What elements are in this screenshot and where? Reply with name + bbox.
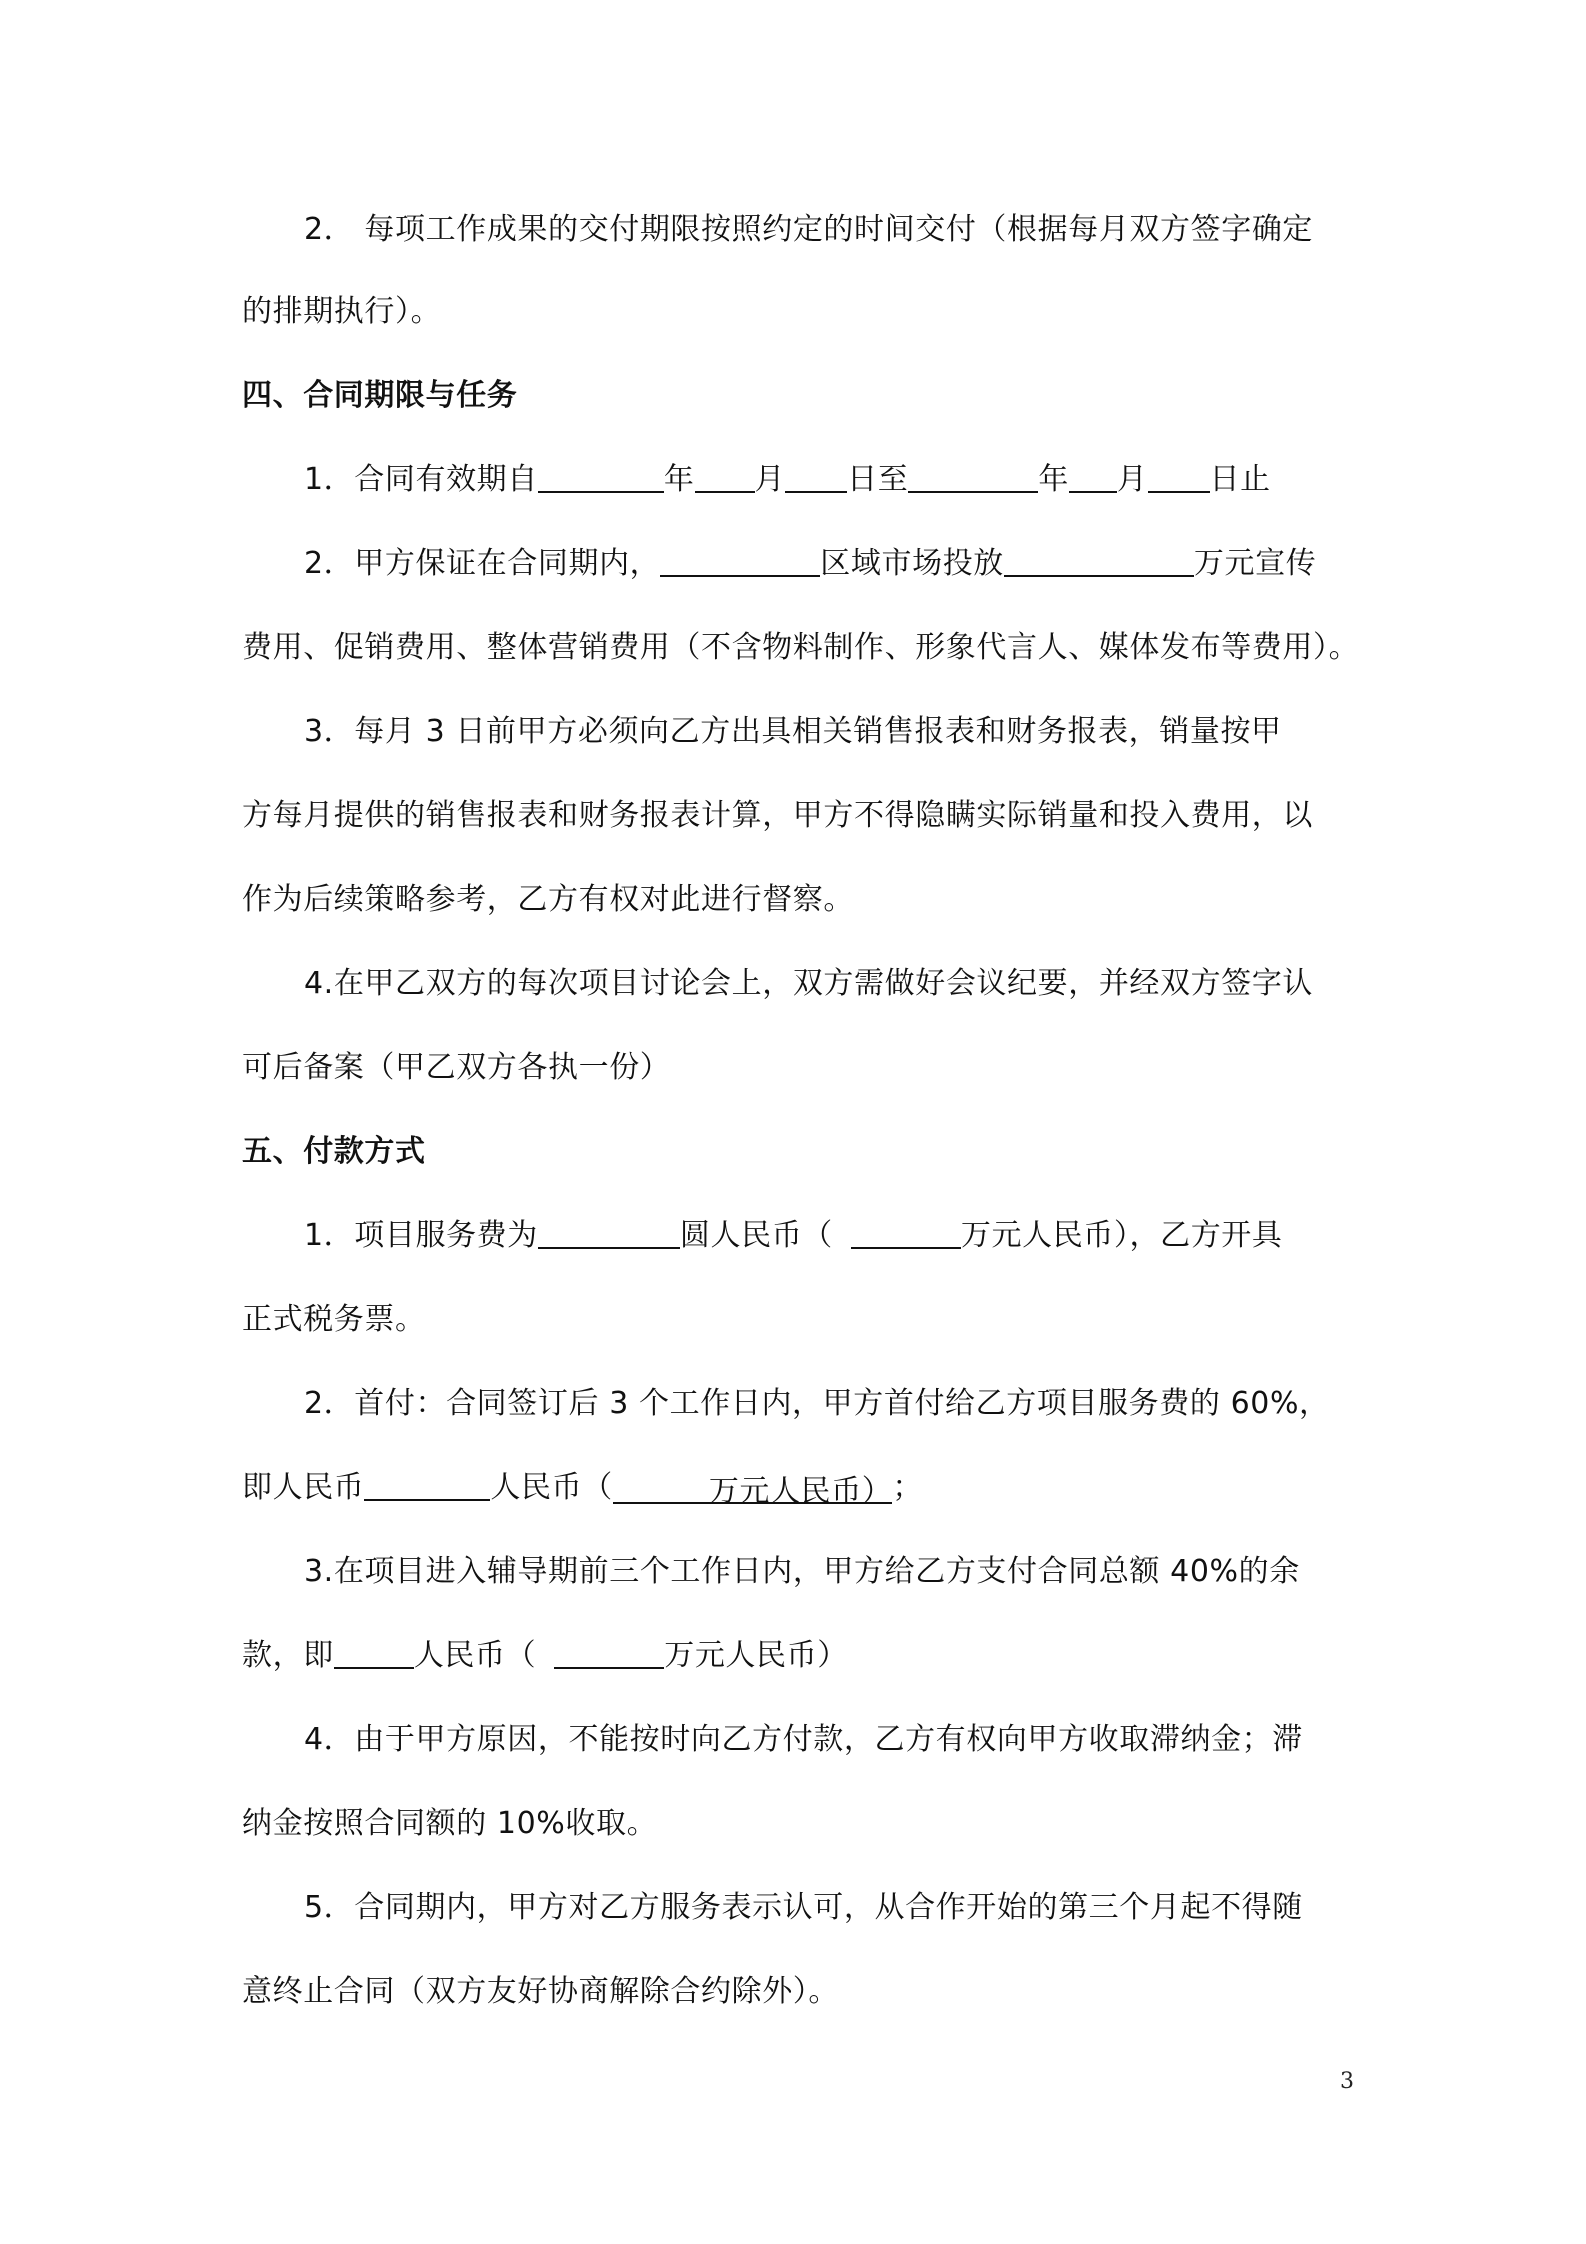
clause-5-3-prefix: 款，即 — [242, 1638, 334, 1673]
clause-5-4-line-1: 4．由于甲方原因，不能按时向乙方付款，乙方有权向甲方收取滞纳金；滞 — [304, 1722, 1303, 1757]
clause-5-2-suffix: 万元人民币） — [708, 1474, 893, 1509]
clause-5-3-middle: 人民币（ — [413, 1638, 537, 1673]
start-month-label: 月 — [754, 462, 786, 497]
clause-4-1-prefix: 1．合同有效期自 — [304, 462, 538, 497]
clause-4-2-line-1 — [304, 544, 1362, 584]
clause-5-5-line-1: 5．合同期内，甲方对乙方服务表示认可，从合作开始的第三个月起不得随 — [304, 1890, 1303, 1925]
service-fee-blank[interactable] — [538, 1217, 680, 1249]
balance-wan-blank[interactable] — [554, 1637, 664, 1669]
clause-5-2-line-1: 2．首付：合同签订后 3 个工作日内，甲方首付给乙方项目服务费的 60%， — [304, 1386, 1330, 1421]
end-year-blank[interactable] — [908, 461, 1038, 493]
clause-5-3-line-2 — [242, 1636, 1362, 1676]
service-fee-wan-blank[interactable] — [851, 1217, 961, 1249]
start-month-blank[interactable] — [695, 461, 755, 493]
clause-5-1-suffix: 万元人民币），乙方开具 — [960, 1218, 1283, 1253]
clause-4-4-line-1: 4.在甲乙双方的每次项目讨论会上，双方需做好会议纪要，并经双方签字认 — [304, 966, 1314, 1001]
start-day-blank[interactable] — [785, 461, 847, 493]
section-5-heading: 五、付款方式 — [242, 1134, 426, 1169]
clause-5-2-end: ； — [892, 1470, 924, 1505]
end-day-blank[interactable] — [1148, 461, 1210, 493]
clause-5-2-middle: 人民币（ — [490, 1470, 613, 1505]
page-number: 3 — [1340, 2069, 1354, 2094]
region-blank[interactable] — [660, 545, 820, 577]
clause-3-2-line-2: 的排期执行）。 — [242, 294, 442, 329]
clause-5-5-line-2: 意终止合同（双方友好协商解除合约除外）。 — [242, 1974, 839, 2009]
clause-4-2-line-2: 费用、促销费用、整体营销费用（不含物料制作、形象代言人、媒体发布等费用）。 — [242, 630, 1360, 665]
balance-blank[interactable] — [334, 1637, 414, 1669]
clause-4-2-middle: 区域市场投放 — [820, 546, 1004, 581]
start-year-blank[interactable] — [538, 461, 664, 493]
clause-5-1-prefix: 1．项目服务费为 — [304, 1218, 538, 1253]
clause-5-2-prefix: 即人民币 — [242, 1470, 365, 1505]
clause-4-2-prefix: 2．甲方保证在合同期内， — [304, 546, 661, 581]
clause-4-4-line-2: 可后备案（甲乙双方各执一份） — [242, 1050, 671, 1085]
clause-5-1-line-2: 正式税务票。 — [242, 1302, 426, 1337]
end-year-label: 年 — [1038, 462, 1069, 497]
end-month-blank[interactable] — [1069, 461, 1117, 493]
clause-4-3-line-1: 3．每月 3 日前甲方必须向乙方出具相关销售报表和财务报表，销量按甲 — [304, 714, 1282, 749]
clause-4-1 — [304, 460, 1362, 500]
clause-5-1-middle: 圆人民币（ — [679, 1218, 833, 1253]
clause-4-3-line-2: 方每月提供的销售报表和财务报表计算，甲方不得隐瞒实际销量和投入费用，以 — [242, 798, 1313, 833]
clause-5-2-line-2 — [242, 1468, 1362, 1508]
clause-5-3-line-1: 3.在项目进入辅导期前三个工作日内，甲方给乙方支付合同总额 40%的余 — [304, 1554, 1300, 1589]
clause-4-3-line-3: 作为后续策略参考，乙方有权对此进行督察。 — [242, 882, 854, 917]
clause-3-2-line-1: 2． 每项工作成果的交付期限按照约定的时间交付（根据每月双方签字确定 — [304, 212, 1314, 247]
start-year-label: 年 — [663, 462, 695, 497]
clause-5-4-line-2: 纳金按照合同额的 10%收取。 — [242, 1806, 658, 1841]
start-day-to-label: 日至 — [847, 462, 909, 497]
clause-4-2-suffix: 万元宣传 — [1193, 546, 1317, 581]
end-month-label: 月 — [1116, 462, 1148, 497]
down-payment-blank[interactable] — [364, 1469, 490, 1501]
clause-5-1-line-1 — [304, 1216, 1362, 1256]
end-day-label: 日止 — [1209, 462, 1271, 497]
investment-amount-blank[interactable] — [1004, 545, 1194, 577]
section-4-heading: 四、合同期限与任务 — [242, 378, 518, 413]
clause-5-3-suffix: 万元人民币） — [664, 1638, 848, 1673]
